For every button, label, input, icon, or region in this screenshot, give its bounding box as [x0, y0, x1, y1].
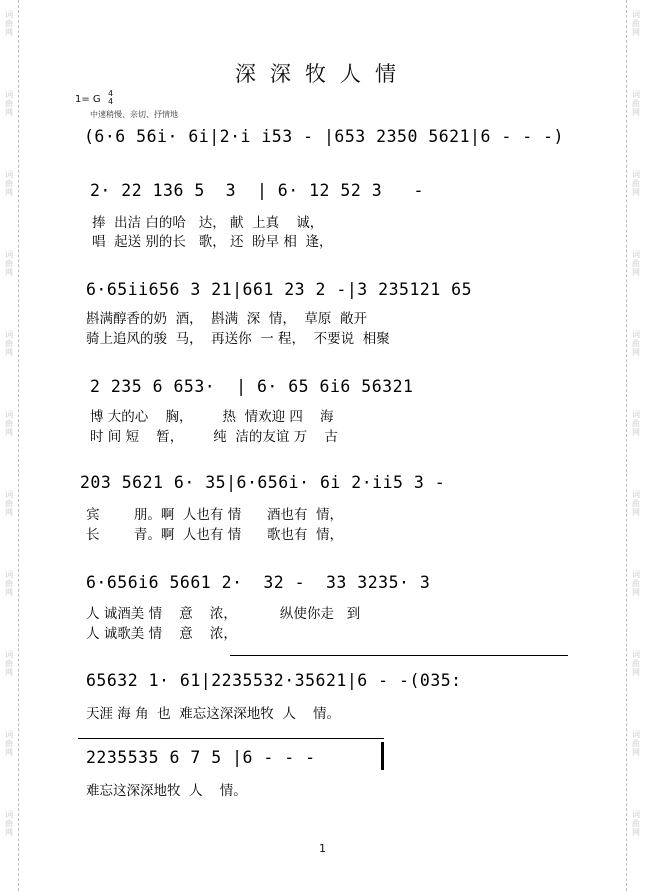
watermark-text: 词曲网	[5, 570, 13, 597]
volta-bracket	[78, 738, 384, 739]
lyric-line: 骑上追风的骏 马， 再送你 一 程， 不要说 相聚	[86, 331, 390, 347]
lyric-line: 天涯 海 角 也 难忘这深深地牧 人 情。	[86, 706, 340, 722]
notation-line: 203 5621 6· 35|6·656i· 6i 2·ii5 3 -	[80, 473, 446, 492]
lyric-line: 长 青。啊 人也有 情 歌也有 情，	[86, 527, 344, 543]
watermark-text: 词曲网	[5, 650, 13, 677]
watermark-text: 词曲网	[5, 810, 13, 837]
left-margin-strip	[0, 0, 19, 891]
watermark-text: 词曲网	[5, 490, 13, 517]
volta-bracket	[230, 655, 568, 656]
lyric-line: 宾 朋。啊 人也有 情 酒也有 情，	[86, 507, 344, 523]
lyric-line: 时 间 短 暂， 纯 洁的友谊 万 古	[90, 429, 338, 445]
lyric-line: 捧 出洁 白的哈 达， 献 上真 诚，	[92, 215, 324, 231]
watermark-text: 词曲网	[5, 730, 13, 757]
watermark-text: 词曲网	[632, 410, 640, 437]
watermark-text: 词曲网	[632, 330, 640, 357]
song-title: 深深牧人情	[235, 62, 410, 86]
watermark-text: 词曲网	[632, 490, 640, 517]
watermark-text: 词曲网	[632, 570, 640, 597]
watermark-text: 词曲网	[5, 90, 13, 117]
notation-line: 2 235 6 653· | 6· 65 6i6 56321	[90, 377, 414, 396]
final-barline	[381, 742, 384, 770]
watermark-text: 词曲网	[632, 810, 640, 837]
meter-top: 4	[108, 89, 114, 98]
watermark-text: 词曲网	[632, 170, 640, 197]
watermark-text: 词曲网	[632, 730, 640, 757]
lyric-line: 斟满醇香的奶 酒， 斟满 深 情， 草原 敞开	[86, 311, 367, 327]
watermark-text: 词曲网	[5, 10, 13, 37]
notation-line: 6·65ii656 3 21|661 23 2 -|3 235121 65	[86, 280, 473, 299]
right-margin-strip	[626, 0, 645, 891]
lyric-line: 难忘这深深地牧 人 情。	[86, 783, 247, 799]
time-signature	[108, 90, 113, 106]
watermark-text: 词曲网	[5, 250, 13, 277]
lyric-line: 人 诚歌美 情 意 浓，	[86, 626, 237, 642]
notation-line: 65632 1· 61|2235532·35621|6 - -(035:	[86, 671, 462, 690]
watermark-text: 词曲网	[5, 170, 13, 197]
notation-line: 2235535 6 7 5 |6 - - -	[86, 748, 316, 767]
page-number: 1	[319, 842, 326, 855]
notation-line: (6·6 56i· 6i|2·i i53 - |653 2350 5621|6 - - -)	[84, 127, 564, 146]
lyric-line: 博 大的心 胸， 热 情欢迎 四 海	[90, 409, 334, 425]
watermark-text: 词曲网	[632, 90, 640, 117]
lyric-line: 人 诚酒美 情 意 浓， 纵使你走 到	[86, 606, 361, 622]
notation-line: 2· 22 136 5 3 | 6· 12 52 3 -	[90, 181, 424, 200]
lyric-line: 唱 起送 别的长 歌， 还 盼早 相 逢，	[92, 234, 333, 250]
key-signature: 1= G	[75, 94, 101, 105]
notation-line: 6·656i6 5661 2· 32 - 33 3235· 3	[86, 573, 431, 592]
tempo-marking: 中速稍慢、亲切、抒情地	[90, 110, 178, 119]
watermark-text: 词曲网	[5, 410, 13, 437]
watermark-text: 词曲网	[5, 330, 13, 357]
watermark-text: 词曲网	[632, 650, 640, 677]
watermark-text: 词曲网	[632, 250, 640, 277]
watermark-text: 词曲网	[632, 10, 640, 37]
meter-bottom: 4	[108, 97, 114, 106]
